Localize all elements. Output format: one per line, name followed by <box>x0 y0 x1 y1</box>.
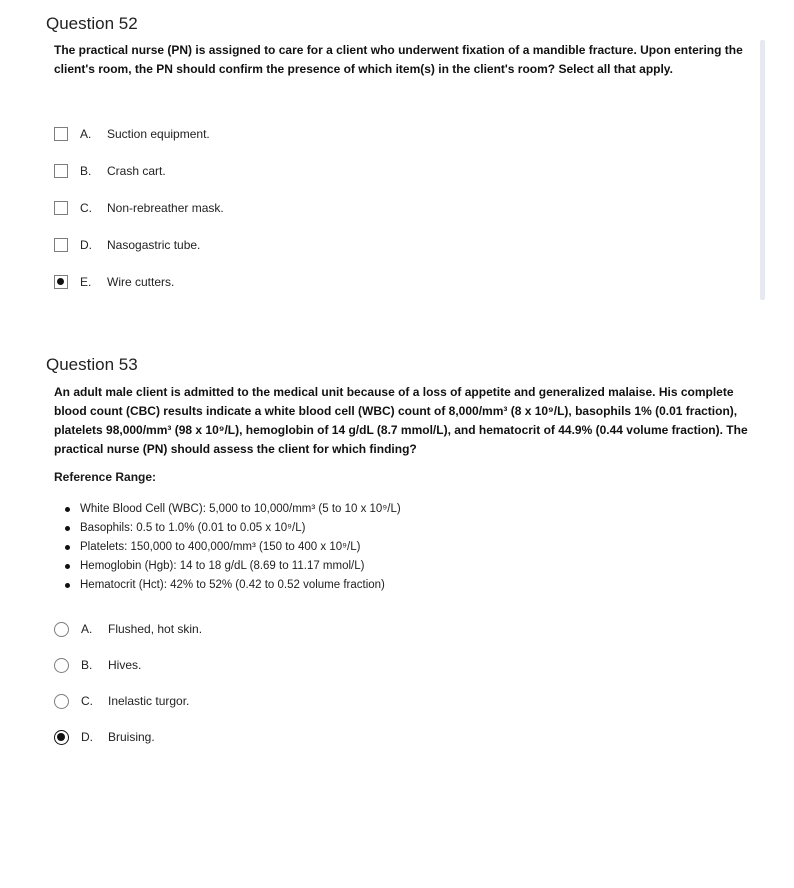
option-text: Flushed, hot skin. <box>108 622 203 636</box>
checkbox[interactable] <box>54 275 68 289</box>
radio-button[interactable] <box>54 658 69 673</box>
option-letter: A. <box>80 127 92 141</box>
q52-option-e[interactable] <box>54 272 174 292</box>
reference-item-hemoglobin: Hemoglobin (Hgb): 14 to 18 g/dL (8.69 to 11.17 mmol/L) <box>64 557 401 576</box>
q52-option-b[interactable] <box>54 161 166 181</box>
question-53-title: Question 53 <box>46 355 138 374</box>
q52-option-c[interactable] <box>54 198 224 218</box>
q53-option-d[interactable] <box>54 727 155 747</box>
checkbox[interactable] <box>54 127 68 141</box>
q52-option-d[interactable] <box>54 235 200 255</box>
checkbox[interactable] <box>54 238 68 252</box>
scrollbar[interactable] <box>760 40 765 300</box>
option-text: Nasogastric tube. <box>107 238 201 252</box>
option-text: Inelastic turgor. <box>108 694 190 708</box>
q53-option-c[interactable] <box>54 691 189 711</box>
reference-range-title: Reference Range: <box>54 470 157 484</box>
q53-option-b[interactable] <box>54 655 141 675</box>
question-53-stem: An adult male client is admitted to the medical unit because of a loss of appetite and generalized malaise. His complete blood count (CBC) results indicate a white blood cell (WBC) count of 8,000/mm³ (8 x 10⁹/L), basophils 1% (0.01 fraction), platelets 98,000/mm³ (98 x 10⁹/L), hemoglobin of 14 g/dL (8.7 mmol/L), and hematocrit of 44.9% (0.44 volume fraction). The practical nurse (PN) should assess the client for which finding? <box>54 385 748 456</box>
option-letter: E. <box>80 275 92 289</box>
option-text: Wire cutters. <box>107 275 175 289</box>
reference-item-hematocrit: Hematocrit (Hct): 42% to 52% (0.42 to 0.52 volume fraction) <box>64 576 401 595</box>
reference-item-wbc: White Blood Cell (WBC): 5,000 to 10,000/mm³ (5 to 10 x 10⁹/L) <box>64 500 401 519</box>
option-letter: C. <box>80 201 92 215</box>
reference-item-basophils: Basophils: 0.5 to 1.0% (0.01 to 0.05 x 10⁹/L) <box>64 519 401 538</box>
reference-item-platelets: Platelets: 150,000 to 400,000/mm³ (150 to 400 x 10⁹/L) <box>64 538 401 557</box>
option-letter: B. <box>80 164 92 178</box>
radio-button[interactable] <box>54 730 69 745</box>
option-text: Non-rebreather mask. <box>107 201 224 215</box>
checkbox[interactable] <box>54 164 68 178</box>
option-letter: B. <box>81 658 93 672</box>
option-letter: D. <box>81 730 93 744</box>
option-text: Hives. <box>108 658 142 672</box>
option-text: Suction equipment. <box>107 127 210 141</box>
reference-range-list <box>64 500 401 595</box>
option-letter: A. <box>81 622 93 636</box>
question-52-title: Question 52 <box>46 14 138 33</box>
option-letter: C. <box>81 694 93 708</box>
radio-button[interactable] <box>54 622 69 637</box>
radio-button[interactable] <box>54 694 69 709</box>
option-text: Bruising. <box>108 730 155 744</box>
option-text: Crash cart. <box>107 164 166 178</box>
question-52-stem: The practical nurse (PN) is assigned to care for a client who underwent fixation of a mandible fracture. Upon entering the client's room, the PN should confirm the presence of which item(s) in the client's room? Select all that apply. <box>54 43 743 76</box>
q52-option-a[interactable] <box>54 124 210 144</box>
checkbox[interactable] <box>54 201 68 215</box>
q53-option-a[interactable] <box>54 619 202 639</box>
option-letter: D. <box>80 238 92 252</box>
